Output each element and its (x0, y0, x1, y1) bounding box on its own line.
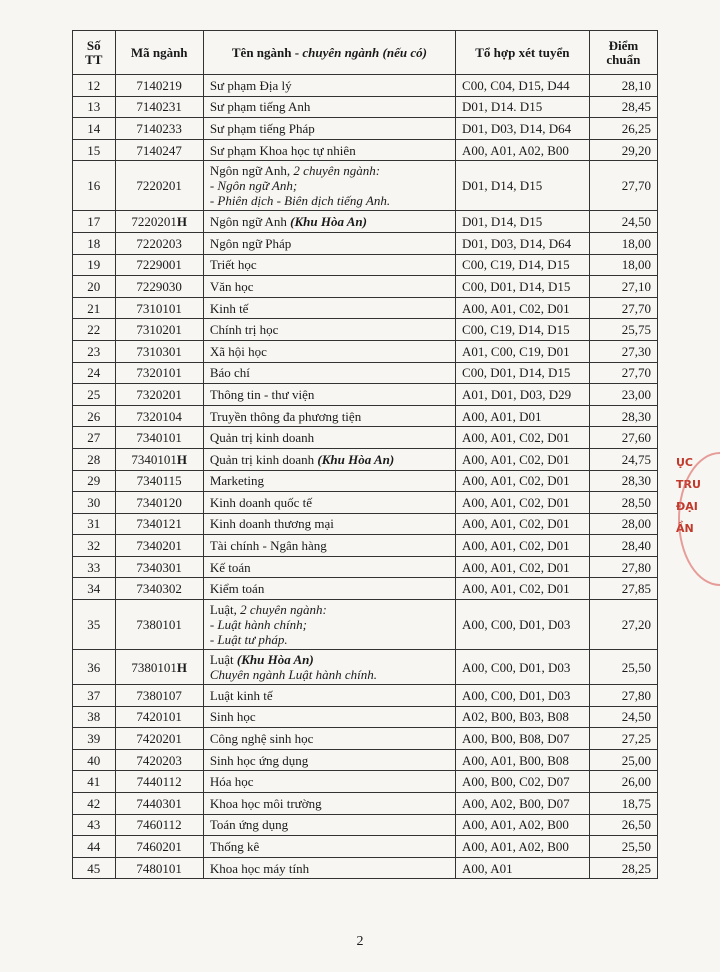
cell-code: 7320101 (115, 362, 203, 384)
cell-name: Sư phạm tiếng Pháp (203, 118, 455, 140)
table-row (73, 492, 658, 514)
cell-stt: 14 (73, 118, 116, 140)
cell-combo: C00, D01, D14, D15 (456, 362, 590, 384)
cell-name: Kiểm toán (203, 578, 455, 600)
cell-combo: A00, C00, D01, D03 (456, 600, 590, 650)
table-row (73, 857, 658, 879)
table-row (73, 254, 658, 276)
cell-code: 7310301 (115, 340, 203, 362)
cell-code: 7229030 (115, 276, 203, 298)
table-row (73, 161, 658, 211)
header-combo: Tổ hợp xét tuyển (456, 31, 590, 75)
cell-combo: A00, A01, C02, D01 (456, 556, 590, 578)
table-row (73, 600, 658, 650)
cell-stt: 18 (73, 232, 116, 254)
cell-stt: 26 (73, 405, 116, 427)
cell-stt: 15 (73, 139, 116, 161)
cell-combo: A00, C00, D01, D03 (456, 685, 590, 707)
cell-combo: A00, A01, C02, D01 (456, 578, 590, 600)
cell-name: Sư phạm tiếng Anh (203, 96, 455, 118)
table-row (73, 749, 658, 771)
cell-name: Tài chính - Ngân hàng (203, 535, 455, 557)
table-row (73, 232, 658, 254)
table-row (73, 297, 658, 319)
cell-name: Khoa học máy tính (203, 857, 455, 879)
cell-name: Luật (Khu Hòa An) Chuyên ngành Luật hành chính. (203, 650, 455, 685)
cell-score: 28,45 (589, 96, 657, 118)
table-row (73, 470, 658, 492)
cell-code: 7340120 (115, 492, 203, 514)
cell-stt: 30 (73, 492, 116, 514)
cell-combo: D01, D14. D15 (456, 96, 590, 118)
cell-code: 7220201H (115, 211, 203, 233)
table-row (73, 685, 658, 707)
cell-score: 25,50 (589, 836, 657, 858)
cell-score: 27,60 (589, 427, 657, 449)
cell-stt: 36 (73, 650, 116, 685)
cell-score: 18,00 (589, 232, 657, 254)
cell-name: Triết học (203, 254, 455, 276)
cell-name: Truyền thông đa phương tiện (203, 405, 455, 427)
cell-score: 27,25 (589, 728, 657, 750)
cell-code: 7460112 (115, 814, 203, 836)
red-seal-stamp: ỤC TRU ĐẠI ẦN (676, 452, 720, 582)
cell-score: 25,50 (589, 650, 657, 685)
cell-name: Ngôn ngữ Pháp (203, 232, 455, 254)
cell-score: 27,70 (589, 297, 657, 319)
cell-code: 7440112 (115, 771, 203, 793)
cell-code: 7320104 (115, 405, 203, 427)
cell-name: Kinh doanh thương mại (203, 513, 455, 535)
cell-combo: A00, A01, C02, D01 (456, 427, 590, 449)
cell-combo: A00, B00, B08, D07 (456, 728, 590, 750)
cell-score: 25,75 (589, 319, 657, 341)
cell-name: Quản trị kinh doanh (Khu Hòa An) (203, 448, 455, 470)
cell-score: 28,30 (589, 405, 657, 427)
cell-code: 7340101H (115, 448, 203, 470)
cell-code: 7310201 (115, 319, 203, 341)
cell-name: Luật kinh tế (203, 685, 455, 707)
cell-stt: 39 (73, 728, 116, 750)
cell-stt: 40 (73, 749, 116, 771)
cell-stt: 12 (73, 75, 116, 97)
cell-name: Sư phạm Địa lý (203, 75, 455, 97)
table-row (73, 384, 658, 406)
header-name: Tên ngành - chuyên ngành (nếu có) (203, 31, 455, 75)
cell-combo: D01, D03, D14, D64 (456, 118, 590, 140)
cell-name: Chính trị học (203, 319, 455, 341)
table-row (73, 650, 658, 685)
cell-code: 7140247 (115, 139, 203, 161)
cell-name: Kinh tế (203, 297, 455, 319)
cell-combo: A00, A01, C02, D01 (456, 297, 590, 319)
cell-stt: 27 (73, 427, 116, 449)
admission-score-table (72, 30, 658, 879)
cell-score: 28,50 (589, 492, 657, 514)
cell-score: 18,00 (589, 254, 657, 276)
cell-combo: C00, C19, D14, D15 (456, 319, 590, 341)
cell-code: 7380101H (115, 650, 203, 685)
cell-score: 27,80 (589, 556, 657, 578)
table-body (73, 75, 658, 879)
cell-name: Báo chí (203, 362, 455, 384)
cell-score: 24,75 (589, 448, 657, 470)
cell-stt: 28 (73, 448, 116, 470)
cell-score: 29,20 (589, 139, 657, 161)
cell-name: Ngôn ngữ Anh, 2 chuyên ngành: - Ngôn ngữ Anh; - Phiên dịch - Biên dịch tiếng Anh. (203, 161, 455, 211)
table-row (73, 319, 658, 341)
cell-stt: 45 (73, 857, 116, 879)
cell-combo: A00, A01, A02, B00 (456, 836, 590, 858)
cell-score: 27,80 (589, 685, 657, 707)
table-row (73, 211, 658, 233)
cell-combo: D01, D03, D14, D64 (456, 232, 590, 254)
cell-name: Sư phạm Khoa học tự nhiên (203, 139, 455, 161)
cell-stt: 16 (73, 161, 116, 211)
cell-score: 27,30 (589, 340, 657, 362)
table-row (73, 75, 658, 97)
cell-score: 28,30 (589, 470, 657, 492)
cell-score: 27,70 (589, 161, 657, 211)
table-row (73, 814, 658, 836)
cell-combo: A00, A01, A02, B00 (456, 139, 590, 161)
cell-stt: 35 (73, 600, 116, 650)
cell-stt: 23 (73, 340, 116, 362)
cell-name: Thống kê (203, 836, 455, 858)
cell-score: 27,70 (589, 362, 657, 384)
cell-stt: 32 (73, 535, 116, 557)
table-row (73, 139, 658, 161)
cell-combo: A00, A01, C02, D01 (456, 448, 590, 470)
cell-stt: 13 (73, 96, 116, 118)
cell-stt: 17 (73, 211, 116, 233)
cell-combo: A00, C00, D01, D03 (456, 650, 590, 685)
cell-name: Marketing (203, 470, 455, 492)
cell-score: 18,75 (589, 793, 657, 815)
cell-stt: 22 (73, 319, 116, 341)
table-row (73, 405, 658, 427)
cell-code: 7320201 (115, 384, 203, 406)
cell-code: 7310101 (115, 297, 203, 319)
cell-name: Ngôn ngữ Anh (Khu Hòa An) (203, 211, 455, 233)
cell-combo: A00, A01 (456, 857, 590, 879)
cell-stt: 37 (73, 685, 116, 707)
table-row (73, 513, 658, 535)
cell-code: 7340302 (115, 578, 203, 600)
cell-code: 7220201 (115, 161, 203, 211)
cell-combo: A01, D01, D03, D29 (456, 384, 590, 406)
cell-score: 26,25 (589, 118, 657, 140)
cell-stt: 20 (73, 276, 116, 298)
cell-code: 7340121 (115, 513, 203, 535)
cell-score: 28,10 (589, 75, 657, 97)
cell-combo: A00, A01, C02, D01 (456, 492, 590, 514)
cell-stt: 29 (73, 470, 116, 492)
cell-score: 28,00 (589, 513, 657, 535)
cell-score: 26,50 (589, 814, 657, 836)
cell-score: 24,50 (589, 211, 657, 233)
cell-code: 7380101 (115, 600, 203, 650)
table-row (73, 96, 658, 118)
cell-stt: 33 (73, 556, 116, 578)
cell-code: 7340301 (115, 556, 203, 578)
table-row (73, 793, 658, 815)
cell-stt: 43 (73, 814, 116, 836)
table-row (73, 118, 658, 140)
table-row (73, 578, 658, 600)
cell-name: Kế toán (203, 556, 455, 578)
cell-code: 7229001 (115, 254, 203, 276)
cell-combo: A00, A02, B00, D07 (456, 793, 590, 815)
table-row (73, 340, 658, 362)
cell-code: 7460201 (115, 836, 203, 858)
cell-score: 26,00 (589, 771, 657, 793)
cell-combo: C00, C04, D15, D44 (456, 75, 590, 97)
cell-combo: A00, B00, C02, D07 (456, 771, 590, 793)
table-row (73, 362, 658, 384)
cell-score: 27,10 (589, 276, 657, 298)
cell-combo: A00, A01, C02, D01 (456, 470, 590, 492)
cell-score: 28,40 (589, 535, 657, 557)
cell-code: 7420203 (115, 749, 203, 771)
cell-stt: 25 (73, 384, 116, 406)
cell-code: 7420201 (115, 728, 203, 750)
cell-code: 7480101 (115, 857, 203, 879)
cell-name: Kinh doanh quốc tế (203, 492, 455, 514)
cell-combo: A00, A01, B00, B08 (456, 749, 590, 771)
cell-code: 7340201 (115, 535, 203, 557)
cell-name: Văn học (203, 276, 455, 298)
table-row (73, 771, 658, 793)
cell-stt: 24 (73, 362, 116, 384)
cell-score: 24,50 (589, 706, 657, 728)
cell-combo: A01, C00, C19, D01 (456, 340, 590, 362)
cell-code: 7340101 (115, 427, 203, 449)
cell-code: 7420101 (115, 706, 203, 728)
cell-code: 7140231 (115, 96, 203, 118)
cell-stt: 34 (73, 578, 116, 600)
cell-stt: 31 (73, 513, 116, 535)
cell-code: 7140219 (115, 75, 203, 97)
cell-code: 7220203 (115, 232, 203, 254)
cell-name: Sinh học (203, 706, 455, 728)
cell-name: Công nghệ sinh học (203, 728, 455, 750)
cell-name: Luật, 2 chuyên ngành: - Luật hành chính; - Luật tư pháp. (203, 600, 455, 650)
header-code: Mã ngành (115, 31, 203, 75)
cell-stt: 21 (73, 297, 116, 319)
header-stt: Số TT (73, 31, 116, 75)
cell-code: 7340115 (115, 470, 203, 492)
cell-stt: 42 (73, 793, 116, 815)
cell-name: Thông tin - thư viện (203, 384, 455, 406)
cell-combo: D01, D14, D15 (456, 211, 590, 233)
cell-name: Khoa học môi trường (203, 793, 455, 815)
cell-stt: 19 (73, 254, 116, 276)
cell-stt: 44 (73, 836, 116, 858)
cell-stt: 38 (73, 706, 116, 728)
table-row (73, 728, 658, 750)
cell-name: Hóa học (203, 771, 455, 793)
cell-name: Xã hội học (203, 340, 455, 362)
cell-score: 27,85 (589, 578, 657, 600)
cell-combo: C00, D01, D14, D15 (456, 276, 590, 298)
page-number: 2 (356, 934, 364, 949)
cell-score: 27,20 (589, 600, 657, 650)
header-score: Điểm chuẩn (589, 31, 657, 75)
table-row (73, 535, 658, 557)
cell-combo: C00, C19, D14, D15 (456, 254, 590, 276)
cell-combo: A02, B00, B03, B08 (456, 706, 590, 728)
table-row (73, 427, 658, 449)
cell-combo: A00, A01, C02, D01 (456, 535, 590, 557)
cell-combo: A00, A01, C02, D01 (456, 513, 590, 535)
cell-score: 28,25 (589, 857, 657, 879)
cell-combo: A00, A01, A02, B00 (456, 814, 590, 836)
cell-code: 7380107 (115, 685, 203, 707)
table-row (73, 706, 658, 728)
cell-name: Toán ứng dụng (203, 814, 455, 836)
cell-name: Quản trị kinh doanh (203, 427, 455, 449)
table-header-row (73, 31, 658, 75)
table-row (73, 836, 658, 858)
cell-code: 7440301 (115, 793, 203, 815)
cell-name: Sinh học ứng dụng (203, 749, 455, 771)
table-row (73, 276, 658, 298)
table-row (73, 556, 658, 578)
cell-score: 25,00 (589, 749, 657, 771)
cell-code: 7140233 (115, 118, 203, 140)
cell-combo: D01, D14, D15 (456, 161, 590, 211)
cell-stt: 41 (73, 771, 116, 793)
table-row (73, 448, 658, 470)
cell-score: 23,00 (589, 384, 657, 406)
cell-combo: A00, A01, D01 (456, 405, 590, 427)
